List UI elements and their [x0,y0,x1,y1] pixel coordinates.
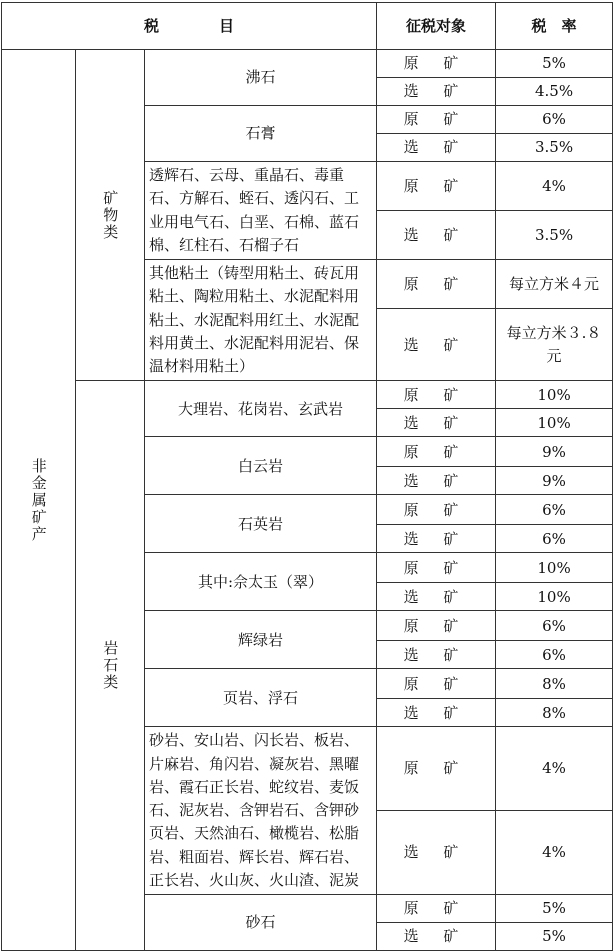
item-name: 白云岩 [145,437,377,495]
rate-cell: 3.5% [496,134,613,162]
item-name: 页岩、浮石 [145,669,377,727]
object-cell: 原 矿 [377,162,496,211]
category-cell: 非金属矿产 [2,50,76,951]
object-cell: 选 矿 [377,811,496,895]
rate-cell: 10% [496,553,613,583]
item-name: 辉绿岩 [145,611,377,669]
item-name: 石英岩 [145,495,377,553]
object-cell: 原 矿 [377,611,496,641]
object-cell: 原 矿 [377,553,496,583]
item-name: 砂岩、安山岩、闪长岩、板岩、片麻岩、角闪岩、凝灰岩、黑曜岩、霞石正长岩、蛇纹岩、麦饭石、泥灰岩、含钾岩石、含钾砂页岩、天然油石、橄榄岩、松脂岩、粗面岩、辉长岩、辉石岩、正长岩、火山灰、火山渣、泥炭 [145,727,377,895]
rate-cell: 10% [496,381,613,409]
rate-cell: 4.5% [496,78,613,106]
item-name: 大理岩、花岗岩、玄武岩 [145,381,377,437]
object-cell: 选 矿 [377,134,496,162]
item-name: 透辉石、云母、重晶石、毒重石、方解石、蛭石、透闪石、工业用电气石、白垩、石棉、蓝石棉、红柱石、石榴子石 [145,162,377,260]
rate-cell: 10% [496,583,613,611]
rate-cell: 每立方米４元 [496,260,613,309]
object-cell: 原 矿 [377,106,496,134]
object-cell: 原 矿 [377,260,496,309]
object-cell: 选 矿 [377,211,496,260]
object-cell: 选 矿 [377,699,496,727]
header-object: 征税对象 [377,3,496,50]
object-cell: 原 矿 [377,895,496,923]
object-cell: 选 矿 [377,641,496,669]
rate-cell: 4% [496,162,613,211]
rate-cell: 4% [496,811,613,895]
rate-cell: 9% [496,467,613,495]
object-cell: 选 矿 [377,923,496,951]
object-cell: 原 矿 [377,50,496,78]
object-cell: 原 矿 [377,381,496,409]
object-cell: 原 矿 [377,669,496,699]
table-row [2,50,613,78]
rate-cell: 6% [496,106,613,134]
rate-cell: 6% [496,641,613,669]
header-item: 税 目 [2,3,377,50]
rate-cell: 3.5% [496,211,613,260]
rate-cell: 9% [496,437,613,467]
rate-cell: 每立方米３.８元 [496,309,613,381]
item-name: 其中:佘太玉（翠） [145,553,377,611]
header-rate: 税 率 [496,3,613,50]
object-cell: 选 矿 [377,309,496,381]
object-cell: 原 矿 [377,495,496,525]
rate-cell: 8% [496,699,613,727]
object-cell: 选 矿 [377,409,496,437]
table-header-row [2,3,613,50]
rate-cell: 6% [496,525,613,553]
item-name: 石膏 [145,106,377,162]
rate-cell: 5% [496,50,613,78]
rate-cell: 8% [496,669,613,699]
table-row [2,381,613,409]
object-cell: 选 矿 [377,78,496,106]
subcategory-cell: 岩石类 [76,381,145,951]
object-cell: 原 矿 [377,727,496,811]
item-name: 沸石 [145,50,377,106]
rate-cell: 6% [496,611,613,641]
subcategory-cell: 矿物类 [76,50,145,381]
object-cell: 选 矿 [377,525,496,553]
item-name: 砂石 [145,895,377,951]
rate-cell: 10% [496,409,613,437]
rate-cell: 5% [496,923,613,951]
item-name: 其他粘土（铸型用粘土、砖瓦用粘土、陶粒用粘土、水泥配料用粘土、水泥配料用红土、水泥配料用黄土、水泥配料用泥岩、保温材料用粘土） [145,260,377,381]
rate-cell: 5% [496,895,613,923]
rate-cell: 4% [496,727,613,811]
object-cell: 原 矿 [377,437,496,467]
tax-rate-table [1,2,613,951]
rate-cell: 6% [496,495,613,525]
object-cell: 选 矿 [377,583,496,611]
object-cell: 选 矿 [377,467,496,495]
